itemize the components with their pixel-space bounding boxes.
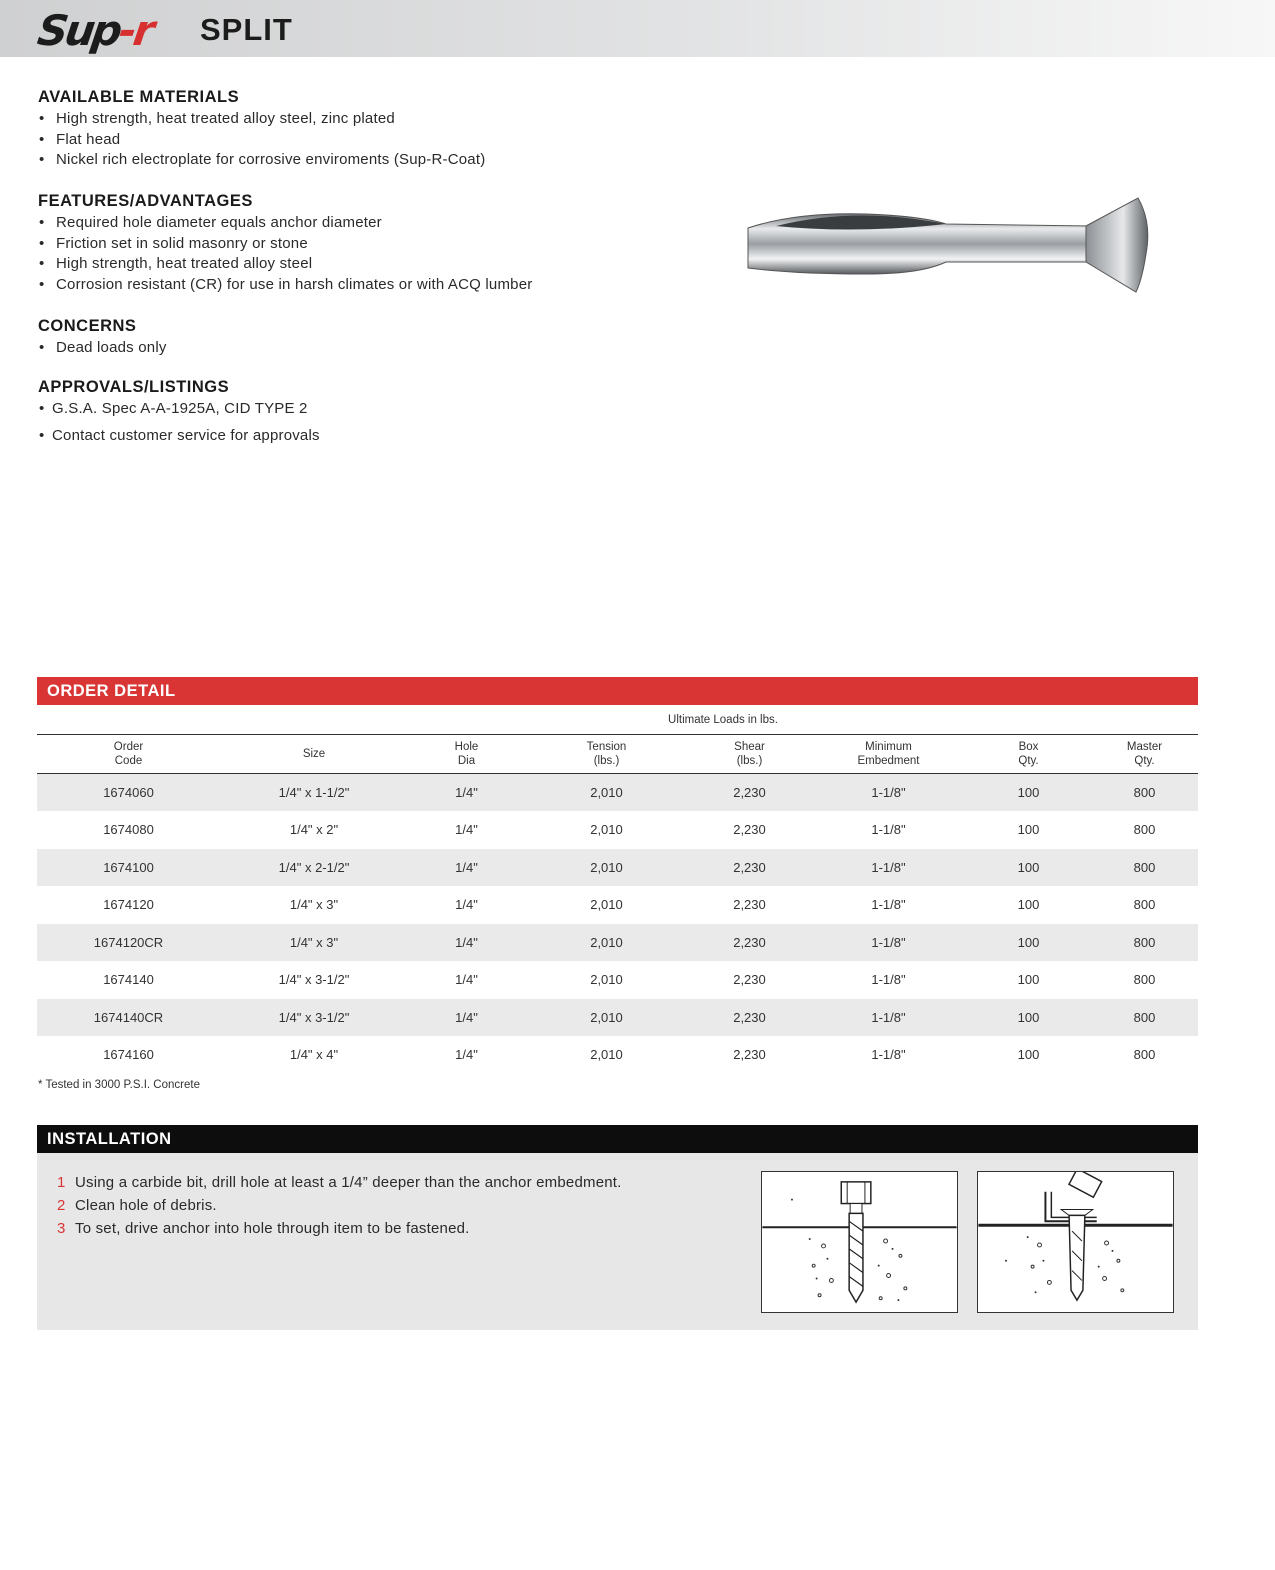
cell-min-embedment: 1-1/8" bbox=[811, 999, 966, 1037]
features-section bbox=[38, 191, 532, 296]
cell-hole-dia: 1/4" bbox=[408, 774, 525, 812]
footnote: * Tested in 3000 P.S.I. Concrete bbox=[38, 1079, 200, 1091]
concerns-title: CONCERNS bbox=[38, 317, 137, 335]
materials-item: • Nickel rich electroplate for corrosive enviroments (Sup-R-Coat) bbox=[38, 150, 485, 171]
cell-order-code: 1674140 bbox=[103, 972, 154, 988]
approvals-item: • Contact customer service for approvals bbox=[38, 426, 320, 447]
logo-dash: -r bbox=[115, 6, 155, 55]
cell-size: 1/4" x 2-1/2" bbox=[220, 849, 408, 887]
cell-order-code: 1674120 bbox=[103, 897, 154, 913]
cell-min-embedment: 1-1/8" bbox=[811, 849, 966, 887]
cell-hole-dia: 1/4" bbox=[408, 999, 525, 1037]
cell-master-qty: 800 bbox=[1133, 972, 1156, 988]
concerns-item: • Dead loads only bbox=[38, 338, 167, 359]
cell-shear: 2,230 bbox=[733, 897, 766, 913]
table-row bbox=[37, 811, 1198, 849]
table-header-row bbox=[37, 735, 1198, 774]
cell-master-qty: 800 bbox=[1091, 924, 1198, 962]
materials-item: • Flat head bbox=[38, 130, 485, 151]
col-order-code: Order Code bbox=[37, 735, 220, 774]
table-row bbox=[37, 774, 1198, 812]
cell-tension: 2,010 bbox=[525, 924, 688, 962]
order-detail-bar: ORDER DETAIL bbox=[37, 677, 1198, 705]
cell-tension: 2,010 bbox=[525, 849, 688, 887]
split-anchor-image bbox=[746, 192, 1152, 296]
materials-section bbox=[38, 87, 485, 171]
cell-shear: 2,230 bbox=[733, 822, 766, 838]
cell-tension: 2,010 bbox=[525, 999, 688, 1037]
features-item: • High strength, heat treated alloy steel bbox=[38, 254, 532, 275]
table-row bbox=[37, 999, 1198, 1037]
table-row bbox=[37, 849, 1198, 887]
drill-hole-diagram bbox=[761, 1171, 958, 1313]
cell-hole-dia: 1/4" bbox=[455, 822, 478, 838]
cell-hole-dia: 1/4" bbox=[455, 972, 478, 988]
order-table bbox=[37, 734, 1198, 1074]
cell-box-qty: 100 bbox=[966, 924, 1091, 962]
cell-min-embedment: 1-1/8" bbox=[871, 972, 906, 988]
cell-order-code: 1674120CR bbox=[37, 924, 220, 962]
table-row bbox=[37, 1036, 1198, 1074]
cell-order-code: 1674060 bbox=[37, 774, 220, 812]
cell-shear: 2,230 bbox=[733, 1047, 766, 1063]
cell-order-code: 1674100 bbox=[37, 849, 220, 887]
approvals-item: • G.S.A. Spec A-A-1925A, CID TYPE 2 bbox=[38, 399, 320, 420]
installation-step: 3 To set, drive anchor into hole through item to be fastened. bbox=[57, 1220, 470, 1237]
cell-size: 1/4" x 3-1/2" bbox=[220, 999, 408, 1037]
materials-item: • High strength, heat treated alloy steel, zinc plated bbox=[38, 109, 485, 130]
cell-box-qty: 100 bbox=[966, 774, 1091, 812]
cell-min-embedment: 1-1/8" bbox=[871, 822, 906, 838]
approvals-title: APPROVALS/LISTINGS bbox=[38, 378, 230, 396]
set-anchor-diagram bbox=[977, 1171, 1174, 1313]
approvals-section bbox=[38, 377, 320, 446]
cell-box-qty: 100 bbox=[1017, 972, 1040, 988]
header-banner bbox=[0, 0, 1275, 57]
table-row bbox=[37, 886, 1198, 924]
col-tension: Tension (lbs.) bbox=[525, 735, 688, 774]
cell-master-qty: 800 bbox=[1133, 1047, 1156, 1063]
concerns-section bbox=[38, 316, 167, 359]
cell-tension: 2,010 bbox=[590, 897, 623, 913]
cell-master-qty: 800 bbox=[1091, 774, 1198, 812]
col-min-embedment: Minimum Embedment bbox=[811, 735, 966, 774]
features-item: • Corrosion resistant (CR) for use in harsh climates or with ACQ lumber bbox=[38, 275, 532, 296]
cell-master-qty: 800 bbox=[1091, 849, 1198, 887]
cell-master-qty: 800 bbox=[1091, 999, 1198, 1037]
brand-logo bbox=[34, 6, 155, 55]
cell-shear: 2,230 bbox=[688, 849, 811, 887]
col-hole-dia: Hole Dia bbox=[408, 735, 525, 774]
table-row bbox=[37, 961, 1198, 999]
cell-box-qty: 100 bbox=[966, 849, 1091, 887]
cell-hole-dia: 1/4" bbox=[455, 1047, 478, 1063]
cell-shear: 2,230 bbox=[688, 924, 811, 962]
cell-tension: 2,010 bbox=[590, 972, 623, 988]
features-item: • Friction set in solid masonry or stone bbox=[38, 234, 532, 255]
cell-hole-dia: 1/4" bbox=[408, 849, 525, 887]
cell-box-qty: 100 bbox=[1017, 822, 1040, 838]
cell-hole-dia: 1/4" bbox=[455, 897, 478, 913]
cell-order-code: 1674140CR bbox=[37, 999, 220, 1037]
col-master-qty: Master Qty. bbox=[1091, 735, 1198, 774]
cell-order-code: 1674080 bbox=[103, 822, 154, 838]
cell-size: 1/4" x 3" bbox=[289, 897, 339, 913]
table-row bbox=[37, 924, 1198, 962]
cell-hole-dia: 1/4" bbox=[408, 924, 525, 962]
cell-min-embedment: 1-1/8" bbox=[811, 924, 966, 962]
cell-size: 1/4" x 3-1/2" bbox=[278, 972, 350, 988]
cell-min-embedment: 1-1/8" bbox=[871, 897, 906, 913]
cell-tension: 2,010 bbox=[590, 822, 623, 838]
installation-steps bbox=[57, 1171, 622, 1240]
cell-size: 1/4" x 2" bbox=[289, 822, 339, 838]
cell-box-qty: 100 bbox=[1017, 897, 1040, 913]
cell-shear: 2,230 bbox=[688, 999, 811, 1037]
cell-order-code: 1674160 bbox=[103, 1047, 154, 1063]
cell-shear: 2,230 bbox=[733, 972, 766, 988]
product-title: SPLIT bbox=[200, 12, 293, 47]
order-table-body bbox=[37, 774, 1198, 1074]
cell-tension: 2,010 bbox=[525, 774, 688, 812]
installation-step: 1 Using a carbide bit, drill hole at least a 1/4” deeper than the anchor embedment. bbox=[57, 1174, 622, 1191]
installation-panel bbox=[37, 1153, 1198, 1330]
installation-step: 2 Clean hole of debris. bbox=[57, 1197, 217, 1214]
cell-box-qty: 100 bbox=[1017, 1047, 1040, 1063]
col-size: Size bbox=[220, 735, 408, 774]
cell-tension: 2,010 bbox=[590, 1047, 623, 1063]
features-item: • Required hole diameter equals anchor diameter bbox=[38, 213, 532, 234]
installation-bar: INSTALLATION bbox=[37, 1125, 1198, 1153]
cell-min-embedment: 1-1/8" bbox=[871, 1047, 906, 1063]
logo-main: Sup bbox=[34, 6, 123, 55]
cell-min-embedment: 1-1/8" bbox=[811, 774, 966, 812]
col-shear: Shear (lbs.) bbox=[688, 735, 811, 774]
features-title: FEATURES/ADVANTAGES bbox=[38, 192, 253, 210]
cell-size: 1/4" x 3" bbox=[220, 924, 408, 962]
cell-box-qty: 100 bbox=[966, 999, 1091, 1037]
cell-shear: 2,230 bbox=[688, 774, 811, 812]
col-box-qty: Box Qty. bbox=[966, 735, 1091, 774]
materials-title: AVAILABLE MATERIALS bbox=[38, 88, 240, 106]
cell-master-qty: 800 bbox=[1133, 897, 1156, 913]
cell-master-qty: 800 bbox=[1133, 822, 1156, 838]
cell-size: 1/4" x 4" bbox=[289, 1047, 339, 1063]
cell-size: 1/4" x 1-1/2" bbox=[220, 774, 408, 812]
